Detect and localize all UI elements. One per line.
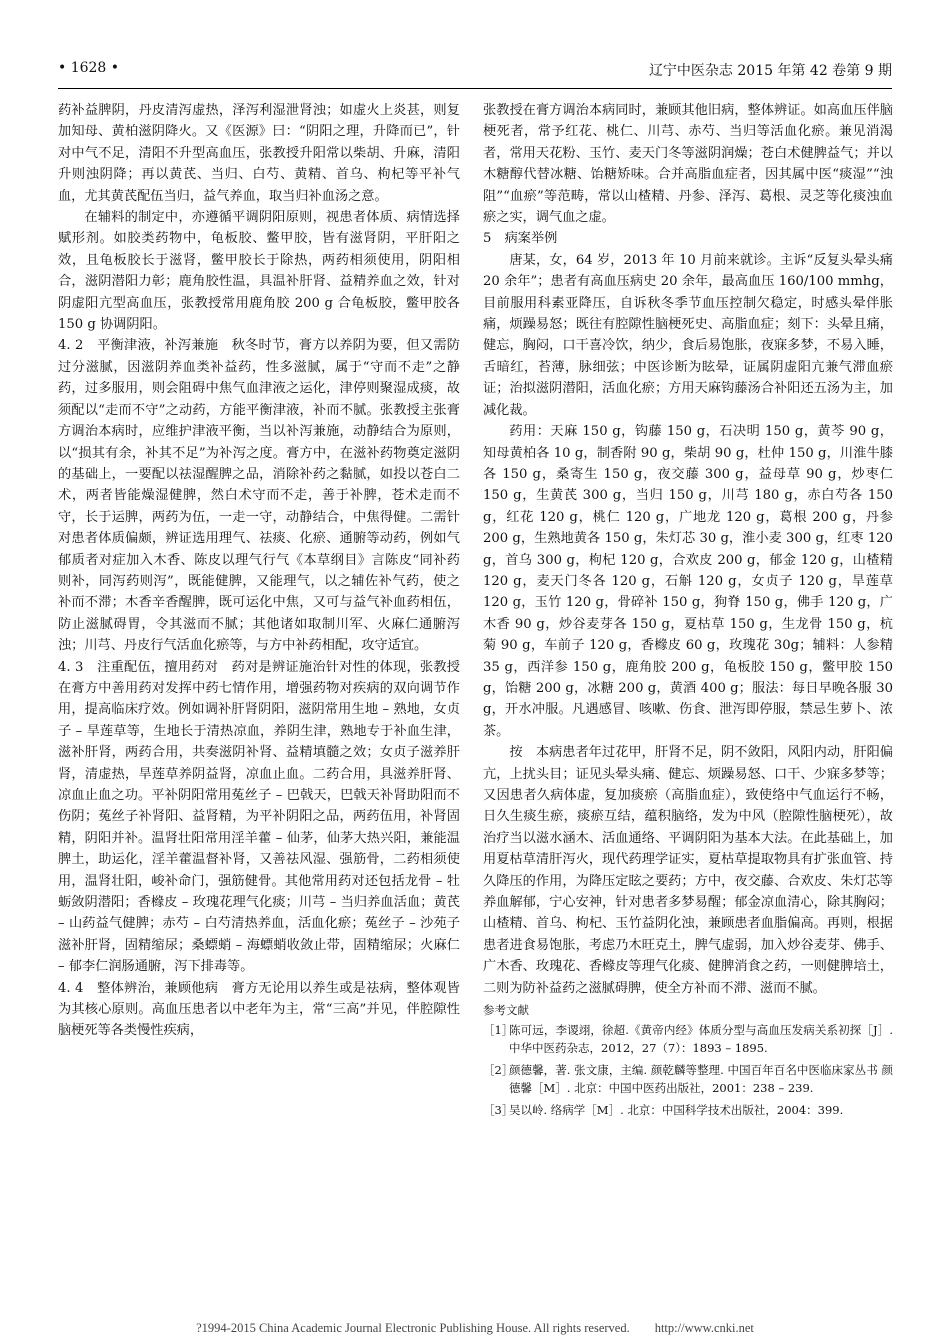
copyright-footer: ?1994-2015 China Academic Journal Electronic Publishing House. All rights reserved. http://www.cnki.net [196, 1321, 754, 1335]
reference-item [483, 1061, 893, 1097]
reference-text: 吴以岭. 络病学［M］. 北京：中国科学技术出版社，2004：399. [509, 1103, 844, 1118]
paragraph: 药补益脾阴，丹皮清泻虚热，泽泻利湿泄肾浊；如虚火上炎甚，则复加知母、黄柏滋阴降火。又《医源》曰：“阴阳之理，升降而已”，针对中气不足，清阳不升型高血压，张教授升阳常以柴胡、升麻，清阳升则浊阴降；再以黄芪、当归、白芍、黄精、首乌、枸杞等平补气血，尤其黄芪配伍当归，益气养血，取当归补血汤之意。 [58, 103, 460, 204]
journal-info: 辽宁中医杂志 2015 年第 42 卷第 9 期 [648, 63, 892, 79]
right-column [483, 100, 893, 1123]
reference-item [483, 1021, 893, 1057]
section-4-3: 4. 3 注重配伍，擅用药对 药对是辨证施治针对性的体现，张教授在膏方中善用药对发挥中药七情作用，增强药物对疾病的双向调节作用，提高临床疗效。例如调补肝肾阴阳，滋阴常用生地 – 熟地，女贞子 – 旱莲草等，生地长于清热凉血，养阴生津，熟地专于补血生津，滋补肝肾，两药合用，共奏滋阴补肾、益精填髓之效；女贞子滋养肝肾，清虚热，旱莲草养阴益肾，凉血止血。二药合用，具滋养肝肾、凉血止血之功。平补阴阳常用菟丝子 – 巴戟天，巴戟天补肾助阳而不伤阴；菟丝子补肾阳、益肾精，为平补阴阳之品，两药伍用，补肾固精，阴阳并补。温肾壮阳常用淫羊藿 – 仙茅，仙茅大热兴阳，兼能温脾土，助运化，淫羊藿温督补肾，又善祛风湿、强筋骨，二药相须使用，温肾壮阳，峻补命门，强筋健骨。其他常用药对还包括龙骨 – 牡蛎敛阴潜阳；香橼皮 – 玫瑰花理气化痰；川芎 – 当归养血活血；黄芪 – 山药益气健脾；赤芍 – 白芍清热养血，活血化瘀；菟丝子 – 沙苑子滋补肝肾，固精缩尿；桑螵蛸 – 海螵蛸收敛止带，固精缩尿；火麻仁 – 郁李仁润肠通腑，泻下排毒等。 [58, 659, 460, 975]
reference-text: 颜德馨，著. 张文康，主编. 颜乾麟等整理. 中国百年百名中医临床家丛书 颜德馨［M］. 北京：中国中医药出版社，2001：238 – 239. [509, 1063, 893, 1096]
page-number: • 1628 • [58, 60, 120, 76]
commentary: 按 本病患者年过花甲，肝肾不足，阴不敛阳，风阳内动，肝阳偏亢，上扰头目；证见头晕头痛、健忘、烦躁易怒、口干、少寐多梦等；又因患者久病体虚，复加痰瘀（高脂血症），致使络中气血运行不畅，日久生痰生瘀，痰瘀互结，蕴积脑络，发为中风（腔隙性脑梗死），故治疗当以滋水涵木、活血通络、平调阴阳为基本大法。在此基础上，加用夏枯草清肝泻火，现代药理学证实，夏枯草提取物具有扩张血管、持久降压的作用，为降压定眩之要药；方中，夜交藤、合欢皮、朱灯芯等养血解郁，宁心安神，针对患者多梦易醒；郁金凉血清心，除其胸闷；山楂精、首乌、枸杞、玉竹益阴化浊，兼顾患者血脂偏高。再则，根据患者进食易饱胀，考虑乃木旺克土，脾气虚弱，加入炒谷麦芽、佛手、广木香、玫瑰花、香橼皮等理气化痰、健脾消食之药，一则健脾培土，二则为防补益药之滋腻碍脾，使全方补而不滞、滋而不腻。 [483, 745, 893, 996]
paragraph: 张教授在膏方调治本病同时，兼顾其他旧病，整体辨证。如高血压伴脑梗死者，常予红花、桃仁、川芎、赤芍、当归等活血化瘀。兼见消渴者，常用天花粉、玉竹、麦天门冬等滋阴润燥；苍白术健脾益气；并以木糖醇代替冰糖、饴糖矫味。合并高脂血症者，因其属中医“痰湿”“浊阻”“血瘀”等范畴，常以山楂精、丹参、泽泻、葛根、灵芝等化痰浊血瘀之实，调气血之虚。 [483, 103, 893, 226]
header-rule [58, 88, 892, 89]
reference-item [483, 1101, 893, 1119]
left-column [58, 100, 460, 1042]
reference-number: ［2］ [483, 1063, 514, 1078]
section-4-2: 4. 2 平衡津液，补泻兼施 秋冬时节，膏方以养阴为要，但又需防过分滋腻，因滋阴养血类补益药，性多滋腻，属于“守而不走”之静药，过多服用，则会阻碍中焦气血津液之运化，津停则聚湿成痰，故须配以“走而不守”之动药，方能平衡津液，补而不腻。张教授主张膏方调治本病时，应维护津液平衡，当以补泻兼施，动静结合为原则，以“损其有余，补其不足”为补泻之度。膏方中，在滋补药物奠定滋阴的基础上，一要配以祛湿醒脾之品，消除补药之黏腻，如投以苍白二术，两者皆能燥湿健脾，然白术守而不走，善于补脾，苍术走而不守，长于运脾，两药为伍，一走一守，动静结合，中焦得健。二需针对患者体质偏颇，辨证选用理气、祛痰、化瘀、通腑等动药，例如气郁质者对症加入木香、陈皮以理气行气《本草纲目》言陈皮“同补药则补，同泻药则泻”，既能健脾，又能理气，以之辅佐补气药，使之补而不滞；木香辛香醒脾，既可运化中焦，又可与益气补血药相伍，防止滋腻碍胃，令其滋而不腻；其他诸如取制川军、火麻仁通腑泻浊；川芎、丹皮行气活血化瘀等，与方中补药相配，攻守适宜。 [58, 338, 460, 654]
reference-text: 陈可远，李谡翊，徐超.《黄帝内经》体质分型与高血压发病关系初探［J］. 中华中医药杂志，2012，27（7）：1893 – 1895. [509, 1023, 893, 1056]
reference-number: ［1］ [483, 1023, 514, 1038]
case-description: 唐某，女，64 岁，2013 年 10 月前来就诊。主诉“反复头晕头痛 20 余年”；患者有高血压病史 20 余年，最高血压 160/100 mmhg，目前服用科素亚降压，自诉秋冬季节血压控制欠稳定，时感头晕伴胀痛，烦躁易怒；既往有腔隙性脑梗死史、高脂血症；刻下：头晕且痛，健忘，胸闷，口干喜冷饮，纳少，食后易饱胀，夜寐多梦，不易入睡，舌暗红，苔薄，脉细弦；中医诊断为眩晕，证属阴虚阳亢兼气滞血瘀证；治拟滋阴潜阳，活血化瘀；方用天麻钩藤汤合补阳还五汤为主，加减化裁。 [483, 252, 893, 418]
references-title: 参考文献 [483, 1003, 529, 1018]
section-5-heading: 5 病案举例 [483, 231, 558, 247]
paragraph: 在辅料的制定中，亦遵循平调阴阳原则，视患者体质、病情选择赋形剂。如胶类药物中，龟板胶、鳖甲胶，皆有滋肾阴，平肝阳之效，且龟板胶长于滋肾，鳖甲胶长于除热，两药相须使用，阴阳相合，滋阴潜阳力彰；鹿角胶性温，具温补肝肾、益精养血之效，针对阴虚阳亢型高血压，张教授常用鹿角胶 200 g 合龟板胶，鳖甲胶各 150 g 协调阴阳。 [58, 210, 460, 333]
page-header [58, 60, 892, 84]
section-4-4: 4. 4 整体辨治，兼顾他病 膏方无论用以养生或是祛病，整体观皆为其核心原则。高血压患者以中老年为主，常“三高”并见，伴腔隙性脑梗死等各类慢性疾病， [58, 980, 460, 1039]
prescription: 药用：天麻 150 g，钩藤 150 g，石决明 150 g，黄芩 90 g，知母黄柏各 10 g，制香附 90 g，柴胡 90 g，杜仲 150 g，川淮牛膝各 150 g，桑寄生 150 g，夜交藤 300 g，益母草 90 g，炒枣仁 150 g，生黄芪 300 g，当归 150 g，川芎 180 g，赤白芍各 150 g，红花 120 g，桃仁 120 g，广地龙 120 g，葛根 200 g，丹参 200 g，生熟地黄各 150 g，朱灯芯 30 g，淮小麦 300 g，红枣 120 g，首乌 300 g，枸杞 120 g，合欢皮 200 g，郁金 120 g，山楂精 120 g，麦天门冬各 120 g，石斛 120 g，女贞子 120 g，旱莲草 120 g，玉竹 120 g，骨碎补 150 g，狗脊 150 g，佛手 120 g，广木香 90 g，炒谷麦芽各 150 g，夏枯草 150 g，生龙骨 150 g，杭菊 90 g，车前子 120 g，香橼皮 60 g，玫瑰花 30g；辅料：人参精 35 g，西洋参 150 g，鹿角胶 200 g，龟板胶 150 g，鳖甲胶 150 g，饴糖 200 g，冰糖 200 g，黄酒 400 g；服法：每日早晚各服 30 g，开水冲服。凡遇感冒、咳嗽、伤食、泄泻即停服，禁忌生萝卜、浓茶。 [483, 424, 893, 739]
reference-number: ［3］ [483, 1103, 514, 1118]
